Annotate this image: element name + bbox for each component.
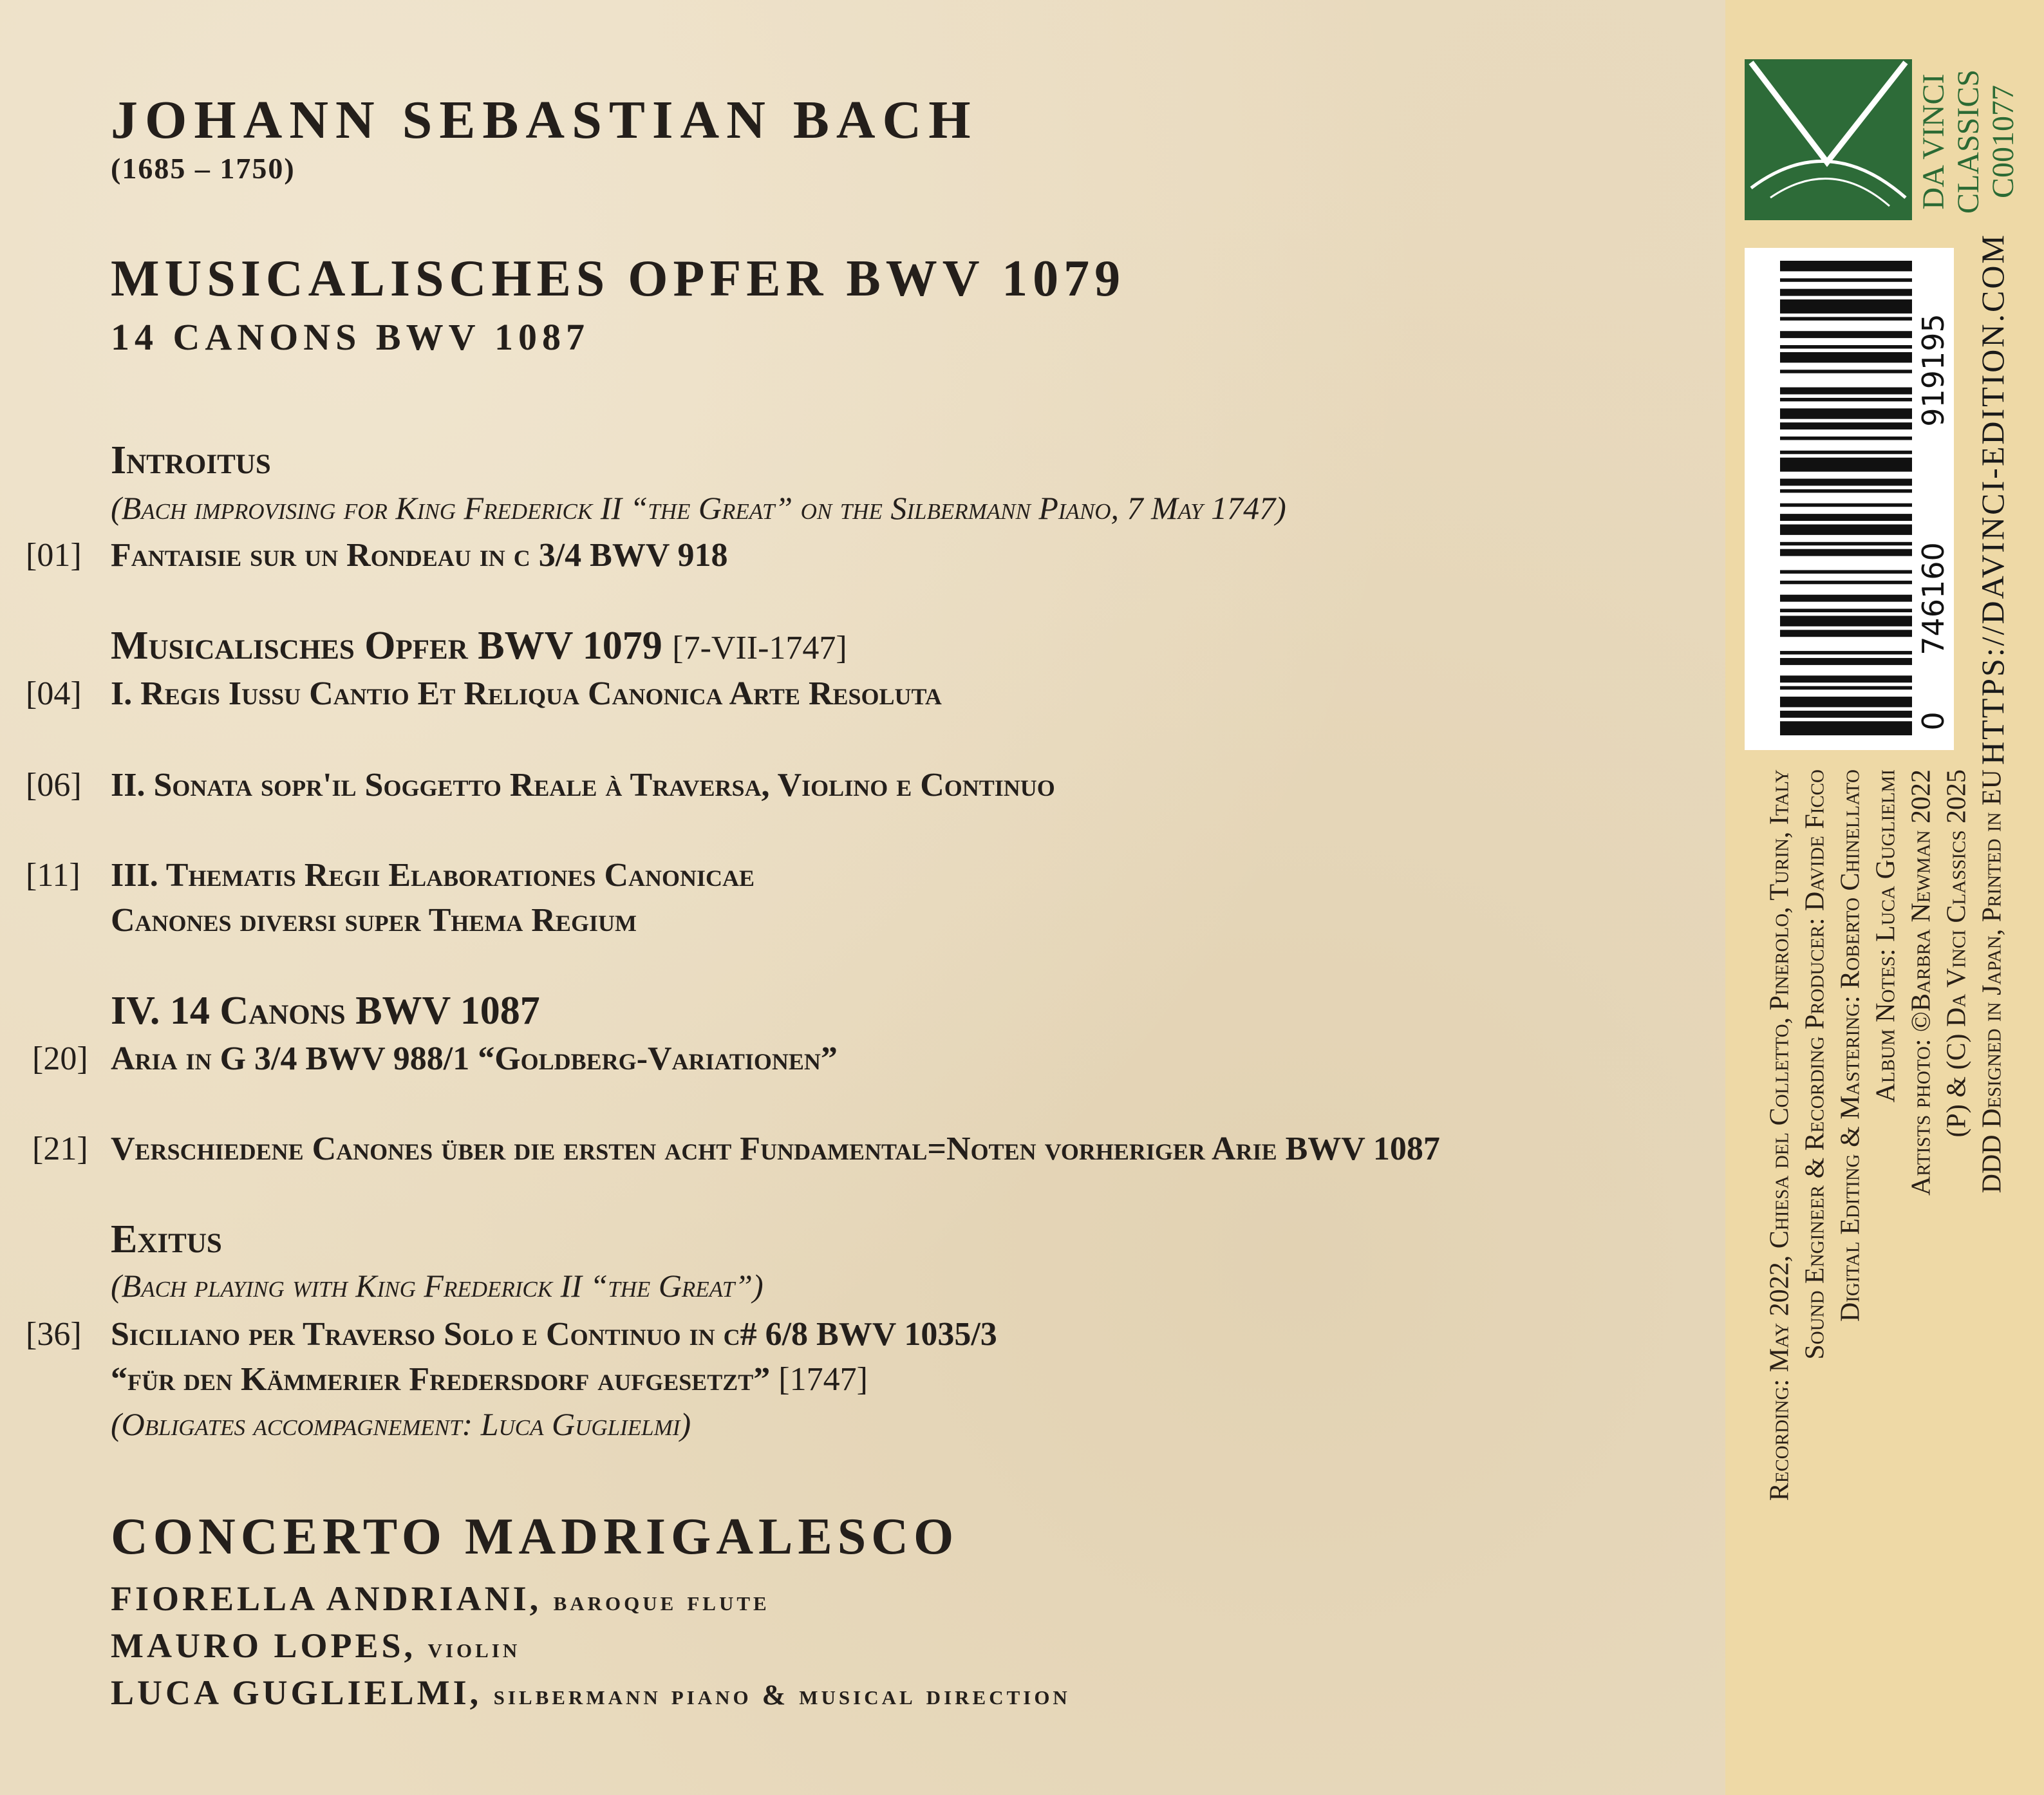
opfer-heading-text: Musicalisches Opfer BWV 1079 <box>111 624 662 668</box>
barcode-bar <box>1780 503 1912 507</box>
performer-line <box>111 1579 770 1619</box>
barcode-bar <box>1780 697 1912 707</box>
exitus-heading: Exitus <box>111 1217 222 1261</box>
barcode-bar <box>1780 658 1912 665</box>
barcode-bar <box>1780 651 1912 654</box>
track-title: Verschiedene Canones über die ersten acht Fundamental=Noten vorheriger Arie BWV 1087 <box>111 1131 1440 1167</box>
catalog-number: C001077 <box>1985 85 2020 199</box>
barcode-bar <box>1780 299 1912 314</box>
credit-line: Album Notes: Luca Guglielmi <box>1871 769 1901 1103</box>
album-subtitle: 14 CANONS BWV 1087 <box>111 316 590 358</box>
barcode-bar <box>1780 479 1912 486</box>
track-title: II. Sonata sopr'il Soggetto Reale à Traversa, Violino e Continuo <box>111 767 1055 804</box>
barcode-digits-left: 746160 <box>1915 542 1951 655</box>
barcode-bar <box>1780 408 1912 418</box>
barcode-bar <box>1780 616 1912 626</box>
barcode-bar <box>1780 370 1912 373</box>
track-number: [01] <box>26 537 82 574</box>
track-year: [1747] <box>778 1361 868 1398</box>
track-title: I. Regis Iussu Cantio Et Reliqua Canonica Arte Resoluta <box>111 675 942 712</box>
performer-role: violin <box>427 1632 521 1664</box>
barcode-bar <box>1780 261 1912 271</box>
catalog-label-text <box>1917 70 2021 214</box>
barcode-bar <box>1780 345 1912 348</box>
opfer-heading <box>111 623 847 669</box>
barcode-bar <box>1780 675 1912 682</box>
website-url <box>1954 233 2031 765</box>
barcode-bar <box>1780 514 1912 521</box>
barcode-bar <box>1780 721 1912 735</box>
barcode-digit-first: 0 <box>1915 711 1951 731</box>
track-number: [36] <box>26 1316 82 1353</box>
barcode-bar <box>1780 458 1912 472</box>
barcode-bar <box>1780 711 1912 718</box>
track-title: III. Thematis Regii Elaborationes Canonicae <box>111 857 755 894</box>
track-number: [04] <box>26 675 82 712</box>
performer-line <box>111 1626 520 1666</box>
da-vinci-logo <box>1745 59 1912 220</box>
barcode-bar <box>1780 398 1912 401</box>
track-number: [06] <box>26 767 82 804</box>
label-line: DA VINCI <box>1916 73 1951 210</box>
introitus-heading: Introitus <box>111 438 271 482</box>
barcode-bar <box>1780 388 1912 395</box>
credit-line: Artists photo: ©Barbra Newman 2022 <box>1906 769 1936 1196</box>
barcode-bar <box>1780 630 1912 637</box>
label-line: CLASSICS <box>1951 69 1985 214</box>
track-subtitle: Canones diversi super Thema Regium <box>111 902 637 939</box>
barcode-bar <box>1780 542 1912 545</box>
track-number: [11] <box>26 857 80 894</box>
barcode-bar <box>1780 686 1912 690</box>
exitus-note: (Bach playing with King Frederick II “the Great”) <box>111 1268 764 1304</box>
barcode-bar <box>1780 581 1912 584</box>
performer-role: baroque flute <box>553 1585 770 1617</box>
barcode-bar <box>1780 489 1912 493</box>
credit-line: Digital Editing & Mastering: Roberto Chinellato <box>1835 769 1866 1322</box>
credit-line: (P) & (C) Da Vinci Classics 2025 <box>1942 769 1972 1138</box>
barcode-bar <box>1780 317 1912 320</box>
barcode-digits-right: 919195 <box>1915 314 1951 427</box>
introitus-note: (Bach improvising for King Frederick II “the Great” on the Silbermann Piano, 7 May 1747) <box>111 490 1286 526</box>
composer-dates: (1685 – 1750) <box>111 152 295 185</box>
performer-name: LUCA GUGLIELMI, <box>111 1673 482 1712</box>
barcode-digits <box>1912 248 1954 750</box>
credits-panel <box>1745 769 2028 1774</box>
barcode-bar <box>1780 437 1912 440</box>
website-url-text: HTTPS://DAVINCI-EDITION.COM <box>1974 233 2011 765</box>
performer-name: FIORELLA ANDRIANI, <box>111 1579 542 1618</box>
logo-mark-icon <box>1745 59 1912 220</box>
track-number: [21] <box>32 1131 88 1167</box>
barcode-bar <box>1780 289 1912 296</box>
barcode <box>1780 248 1912 750</box>
track-subtitle <box>111 1360 868 1398</box>
credits-text <box>1763 769 2011 1774</box>
performer-line <box>111 1673 1071 1713</box>
barcode-bar <box>1780 595 1912 602</box>
ensemble-name: CONCERTO MADRIGALESCO <box>111 1508 959 1565</box>
track-title: Fantaisie sur un Rondeau in c 3/4 BWV 918 <box>111 537 728 574</box>
barcode-bar <box>1780 549 1912 556</box>
opfer-date: [7-VII-1747] <box>672 630 847 666</box>
album-title: MUSICALISCHES OPFER BWV 1079 <box>111 250 1126 307</box>
barcode-bar <box>1780 278 1912 281</box>
credit-line: DDD Designed in Japan, Printed in EU <box>1977 769 2007 1194</box>
track-subtitle-text: “für den Kämmerier Fredersdorf aufgesetzt” <box>111 1361 771 1398</box>
canons-heading: IV. 14 Canons BWV 1087 <box>111 989 540 1033</box>
track-title: Aria in G 3/4 BWV 988/1 “Goldberg-Variationen” <box>111 1040 838 1077</box>
barcode-bar <box>1780 451 1912 454</box>
barcode-bar <box>1780 352 1912 362</box>
credit-line: Recording: May 2022, Chiesa del Colletto, Pinerolo, Turin, Italy <box>1765 769 1795 1501</box>
catalog-label <box>1912 39 2025 245</box>
barcode-bar <box>1780 525 1912 535</box>
track-title: Siciliano per Traverso Solo e Continuo in c# 6/8 BWV 1035/3 <box>111 1316 997 1353</box>
track-number: [20] <box>32 1040 88 1077</box>
barcode-bar <box>1780 331 1912 338</box>
barcode-bar <box>1780 609 1912 612</box>
performer-name: MAURO LOPES, <box>111 1626 417 1665</box>
performer-role: silbermann piano & musical direction <box>493 1679 1071 1711</box>
exitus-note-2: (Obligates accompagnement: Luca Guglielmi) <box>111 1406 691 1442</box>
composer-name: JOHANN SEBASTIAN BACH <box>111 90 978 150</box>
barcode-bar <box>1780 422 1912 429</box>
credit-line: Sound Engineer & Recording Producer: Davide Ficco <box>1800 769 1830 1360</box>
barcode-bar <box>1780 570 1912 573</box>
